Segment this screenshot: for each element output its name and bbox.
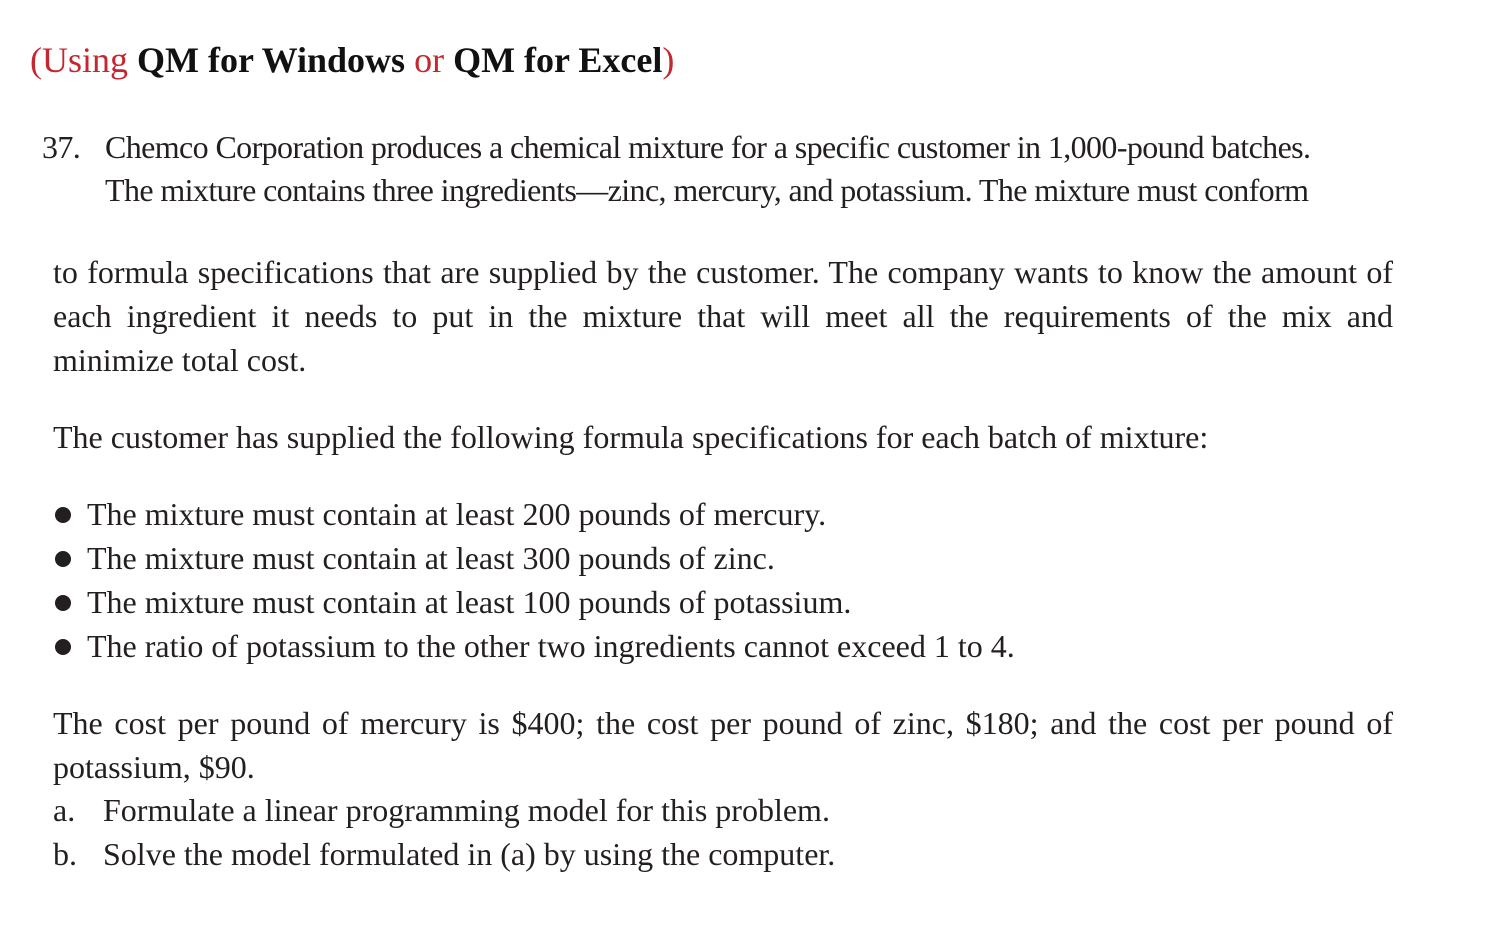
list-item — [53, 580, 1015, 624]
header-product-1: QM for Windows — [137, 40, 406, 80]
cost-paragraph: The cost per pound of mercury is $400; the cost per pound of zinc, $180; and the cost per pound of potassium, $90. — [53, 705, 1393, 785]
spec-intro: The customer has supplied the following formula specifications for each batch of mixture: — [53, 419, 1209, 455]
header-product-2: QM for Excel — [453, 40, 663, 80]
part-a — [53, 788, 835, 832]
list-item — [53, 536, 1015, 580]
problem-line-1: Chemco Corporation produces a chemical mixture for a specific customer in 1,000-pound batches. — [105, 129, 1311, 165]
problem-line-2: The mixture contains three ingredients—zinc, mercury, and potassium. The mixture must conform — [105, 172, 1309, 208]
requirement-text: The mixture must contain at least 100 pounds of potassium. — [87, 584, 852, 620]
header-close: ) — [662, 40, 675, 80]
bullet-icon — [55, 507, 71, 523]
header-open: (Using — [30, 40, 137, 80]
bullet-icon — [55, 639, 71, 655]
question-parts — [53, 788, 835, 876]
bullet-icon — [55, 595, 71, 611]
requirement-text: The mixture must contain at least 300 pounds of zinc. — [87, 540, 775, 576]
problem-number: 37. — [42, 129, 81, 165]
part-b — [53, 832, 835, 876]
bullet-icon — [55, 551, 71, 567]
header-connector: or — [405, 40, 454, 80]
list-item — [53, 624, 1015, 668]
problem-continuation: to formula specifications that are supplied by the customer. The company wants to know the amount of each ingredient it needs to put in the mixture that will meet all the requirements of the mix and minimize total cost. — [53, 254, 1393, 378]
requirement-text: The mixture must contain at least 200 pounds of mercury. — [87, 496, 827, 532]
part-b-text: Solve the model formulated in (a) by using the computer. — [103, 836, 836, 872]
part-a-text: Formulate a linear programming model for this problem. — [103, 792, 830, 828]
requirements-list — [53, 492, 1015, 668]
list-item — [53, 492, 1015, 536]
part-a-label: a. — [53, 792, 76, 828]
requirement-text: The ratio of potassium to the other two ingredients cannot exceed 1 to 4. — [87, 628, 1015, 664]
instruction-header — [30, 38, 674, 82]
part-b-label: b. — [53, 836, 77, 872]
